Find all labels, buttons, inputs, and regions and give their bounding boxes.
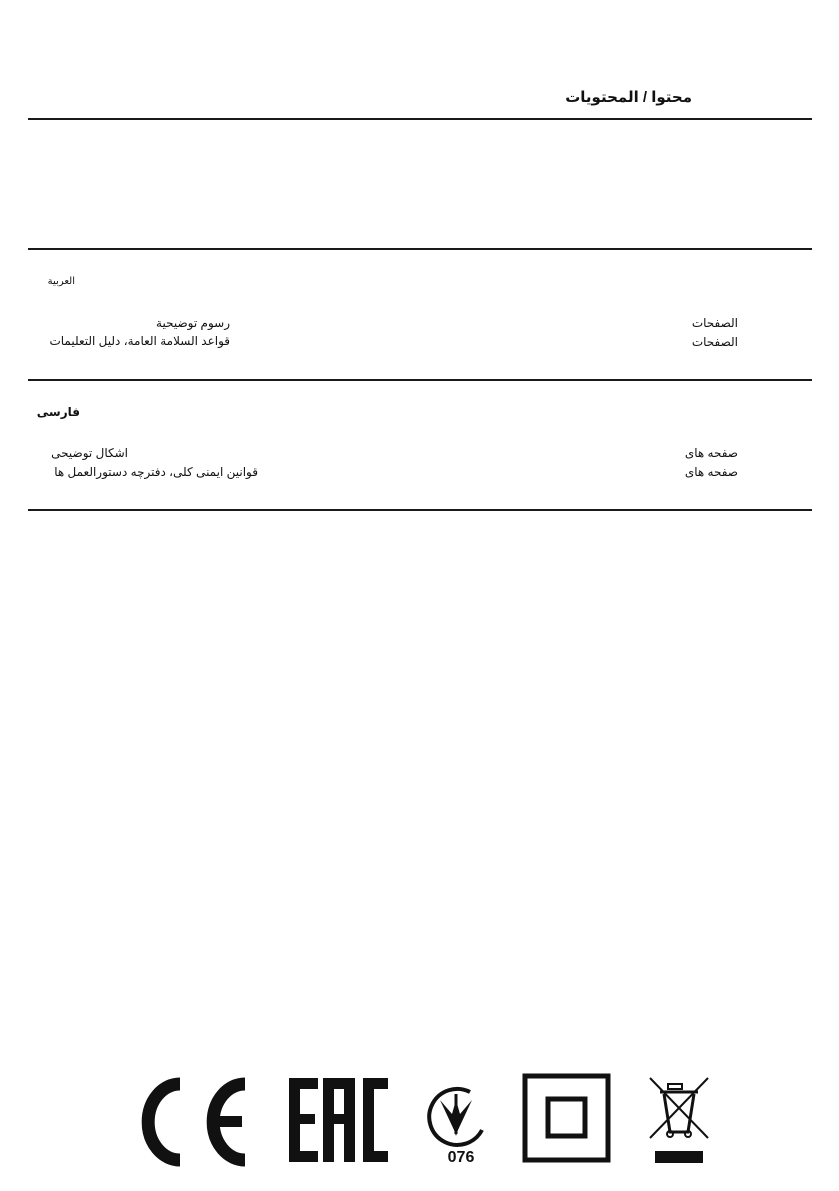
page-title: محتوا / المحتويات [565, 89, 692, 106]
divider [28, 379, 812, 381]
section-language-arabic: العربية [47, 276, 75, 287]
toc-item-pages: الصفحات [691, 335, 738, 349]
certification-marks [0, 1072, 839, 1172]
toc-item-label: اشکال توضیحی [51, 446, 128, 460]
ukrsepro-mark [429, 1089, 482, 1166]
divider [28, 509, 812, 511]
divider [28, 248, 812, 250]
eac-mark [289, 1078, 388, 1162]
toc-item-label: قوانین ایمنی کلی، دفترچه دستورالعمل ها [54, 465, 258, 479]
ukrsepro-code: 076 [447, 1149, 475, 1166]
toc-item-pages: صفحه های [684, 465, 738, 479]
toc-item-label: قواعد السلامة العامة، دليل التعليمات [49, 334, 230, 348]
double-insulation-icon [525, 1076, 608, 1160]
section-language-persian: فارسی [36, 405, 80, 419]
weee-bin-icon [650, 1078, 708, 1163]
toc-item-label: رسوم توضيحية [156, 316, 230, 330]
divider [28, 118, 812, 120]
ce-mark [148, 1084, 245, 1160]
toc-item-pages: صفحه های [684, 446, 738, 460]
toc-item-pages: الصفحات [691, 316, 738, 330]
